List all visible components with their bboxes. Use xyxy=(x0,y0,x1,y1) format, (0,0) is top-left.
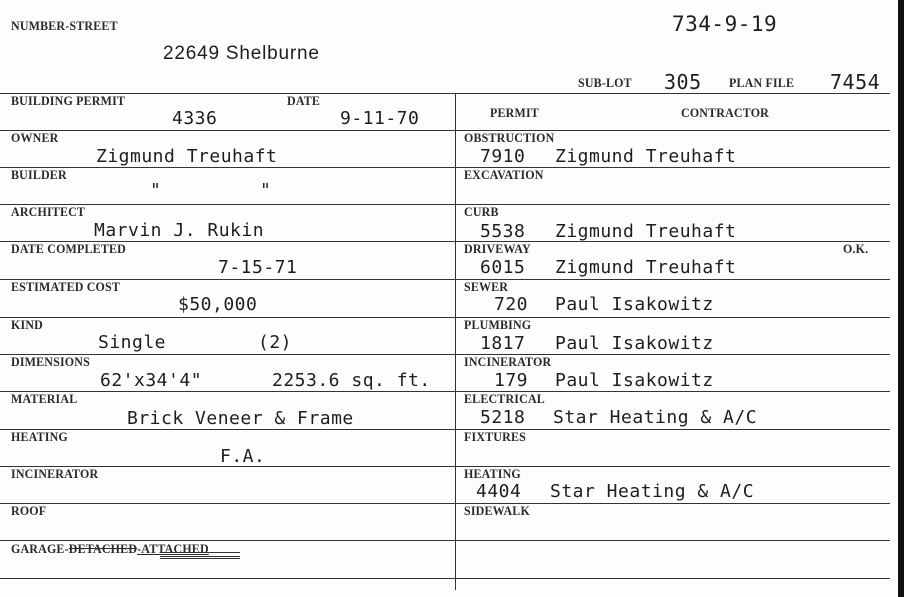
fixtures-label: FIXTURES xyxy=(464,429,526,444)
sidewalk-label: SIDEWALK xyxy=(464,503,530,518)
architect-value: Marvin J. Rukin xyxy=(94,220,265,241)
scan-edge xyxy=(898,0,904,597)
sewer-label: SEWER xyxy=(464,279,509,294)
garage-label-prefix: GARAGE- xyxy=(11,541,69,556)
column-divider xyxy=(455,93,456,590)
date-value: 9-11-70 xyxy=(340,108,420,129)
sub-lot-value: 305 xyxy=(664,70,702,94)
plan-file-label: PLAN FILE xyxy=(729,75,795,90)
electrical-label: ELECTRICAL xyxy=(464,391,545,406)
estimated-cost-label: ESTIMATED COST xyxy=(11,279,121,294)
heating-permit: 4404 xyxy=(476,481,522,502)
builder-ditto-mark: " xyxy=(150,180,162,201)
driveway-permit: 6015 xyxy=(480,257,526,278)
sub-lot-label: SUB-LOT xyxy=(578,75,632,90)
obstruction-label: OBSTRUCTION xyxy=(464,130,555,145)
sewer-permit: 720 xyxy=(494,294,529,315)
builder-ditto-mark: " xyxy=(260,180,272,201)
street-address: 22649 Shelburne xyxy=(163,43,320,64)
material-value: Brick Veneer & Frame xyxy=(127,408,354,429)
plumbing-permit: 1817 xyxy=(480,333,526,354)
building-permit-label: BUILDING PERMIT xyxy=(11,93,126,108)
rule xyxy=(0,429,890,430)
kind-units: (2) xyxy=(258,332,293,353)
underline-mark xyxy=(160,552,240,557)
rule xyxy=(0,466,890,467)
heating-value: F.A. xyxy=(220,446,266,467)
electrical-permit: 5218 xyxy=(480,407,526,428)
rule xyxy=(0,204,890,205)
driveway-note: O.K. xyxy=(843,241,869,256)
rule xyxy=(0,503,890,504)
contractor-header: CONTRACTOR xyxy=(681,105,770,120)
heating-permit-label: HEATING xyxy=(464,466,521,481)
incinerator-permit: 179 xyxy=(494,370,529,391)
owner-label: OWNER xyxy=(11,130,59,145)
incinerator-permit-label: INCINERATOR xyxy=(464,354,552,369)
rule xyxy=(0,317,890,318)
date-completed-label: DATE COMPLETED xyxy=(11,241,126,256)
plumbing-label: PLUMBING xyxy=(464,317,532,332)
driveway-contractor: Zigmund Treuhaft xyxy=(555,257,737,278)
material-label: MATERIAL xyxy=(11,391,78,406)
heating-label: HEATING xyxy=(11,429,68,444)
obstruction-contractor: Zigmund Treuhaft xyxy=(555,146,737,167)
incinerator-contractor: Paul Isakowitz xyxy=(555,370,714,391)
garage-label-struck: DETACHED xyxy=(68,541,138,556)
curb-label: CURB xyxy=(464,204,499,219)
number-street-label: NUMBER-STREET xyxy=(11,18,118,33)
dimensions-value: 62'x34'4" xyxy=(100,370,203,391)
builder-label: BUILDER xyxy=(11,167,67,182)
curb-contractor: Zigmund Treuhaft xyxy=(555,221,737,242)
rule xyxy=(0,93,890,94)
permit-header: PERMIT xyxy=(490,105,539,120)
rule xyxy=(0,241,890,242)
rule xyxy=(0,578,890,579)
electrical-contractor: Star Heating & A/C xyxy=(553,407,758,428)
kind-value: Single xyxy=(98,332,167,353)
sewer-contractor: Paul Isakowitz xyxy=(555,294,714,315)
plumbing-contractor: Paul Isakowitz xyxy=(555,333,714,354)
rule xyxy=(0,391,890,392)
date-label: DATE xyxy=(287,93,321,108)
architect-label: ARCHITECT xyxy=(11,204,86,219)
rule xyxy=(0,354,890,355)
area-value: 2253.6 sq. ft. xyxy=(272,370,431,391)
obstruction-permit: 7910 xyxy=(480,146,526,167)
owner-value: Zigmund Treuhaft xyxy=(96,146,278,167)
driveway-label: DRIVEWAY xyxy=(464,241,531,256)
garage-label-suffix: -ATTACHED xyxy=(137,541,209,556)
heating-contractor: Star Heating & A/C xyxy=(550,481,755,502)
excavation-label: EXCAVATION xyxy=(464,167,544,182)
rule xyxy=(0,167,890,168)
rule xyxy=(0,130,890,131)
curb-permit: 5538 xyxy=(480,221,526,242)
building-permit-value: 4336 xyxy=(172,108,218,129)
card-id: 734-9-19 xyxy=(672,12,778,36)
incinerator-label: INCINERATOR xyxy=(11,466,99,481)
dimensions-label: DIMENSIONS xyxy=(11,354,90,369)
estimated-cost-value: $50,000 xyxy=(178,294,258,315)
plan-file-value: 7454 xyxy=(830,70,881,94)
rule xyxy=(0,279,890,280)
kind-label: KIND xyxy=(11,317,43,332)
underline-mark xyxy=(160,558,240,559)
date-completed-value: 7-15-71 xyxy=(218,257,298,278)
roof-label: ROOF xyxy=(11,503,47,518)
